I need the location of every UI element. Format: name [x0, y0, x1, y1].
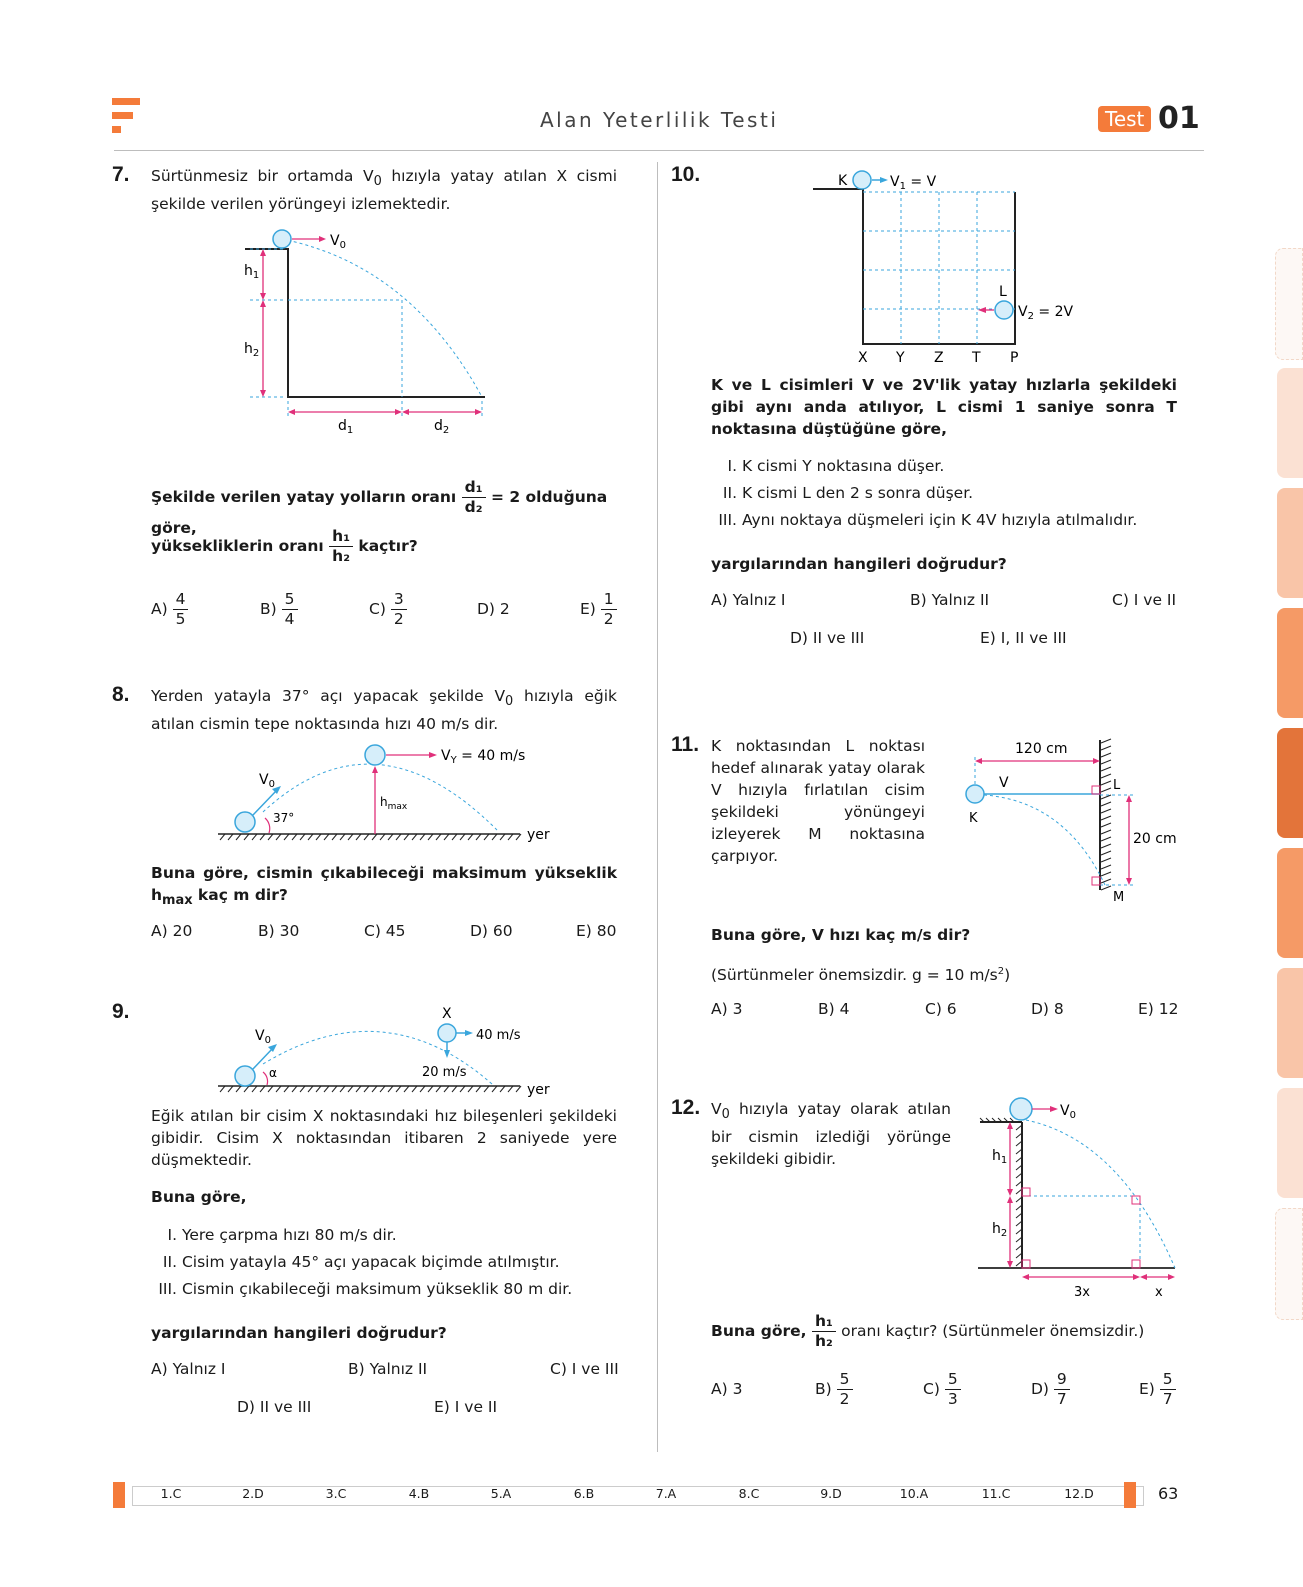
answer-6: 6.B: [573, 1486, 595, 1501]
header-divider: [114, 150, 1204, 151]
q10-statement-2: II. K cismi L den 2 s sonra düşer.: [722, 484, 974, 502]
page-title: Alan Yeterlilik Testi: [540, 108, 779, 132]
q10-option-e[interactable]: E) I, II ve III: [980, 629, 1067, 647]
q9-statement-3: III. Cismin çıkabileceği maksimum yükseklik 80 m dir.: [158, 1280, 573, 1298]
answer-bar-right-marker: [1124, 1482, 1136, 1508]
answer-9: 9.D: [820, 1486, 842, 1501]
distance-label: 120 cm: [1015, 741, 1068, 757]
question-9-prompt: yargılarından hangileri doğrudur?: [151, 1324, 447, 1342]
h1-label: $h_1$: [244, 263, 260, 281]
h1-label: $h_1$: [992, 1148, 1008, 1166]
h2-label: $h_2$: [244, 341, 260, 359]
question-11-number: 11.: [671, 733, 700, 756]
q12-option-e[interactable]: E) $\frac{5}{7}$: [1139, 1370, 1176, 1409]
height-label: 20 cm: [1133, 831, 1177, 847]
q8-option-c[interactable]: C) 45: [364, 922, 406, 940]
question-8-text: Yerden yatayla 37° açı yapacak şekilde $V_0$ hızıyla eğik atılan cismin tepe noktasında hızı 40 m/s dir.: [151, 687, 618, 734]
point-z: Z: [934, 350, 944, 366]
d1-label: 3x: [1074, 1285, 1090, 1300]
v0-label: $V_0$: [330, 233, 346, 251]
publisher-logo: [112, 98, 142, 140]
q7-option-e[interactable]: E) $\frac{1}{2}$: [580, 590, 617, 629]
question-7-number: 7.: [112, 163, 130, 186]
q12-option-c[interactable]: C) $\frac{5}{3}$: [923, 1370, 961, 1409]
q9-option-e[interactable]: E) I ve II: [434, 1398, 498, 1416]
q10-option-c[interactable]: C) I ve II: [1112, 591, 1177, 609]
q10-statement-1: I. K cismi Y noktasına düşer.: [727, 457, 945, 475]
v2-label: $V_2 = 2V$: [1018, 304, 1074, 322]
answer-2: 2.D: [242, 1486, 264, 1501]
q7-option-d[interactable]: D) 2: [477, 600, 510, 618]
q8-option-b[interactable]: B) 30: [258, 922, 300, 940]
q9-statement-1: I. Yere çarpma hızı 80 m/s dir.: [167, 1226, 397, 1244]
question-8-number: 8.: [112, 683, 130, 706]
answer-4: 4.B: [408, 1486, 430, 1501]
question-12-prompt: Buna göre, $\frac{\text{h₁}}{\text{h₂}}$ oranı kaçtır? (Sürtünmeler önemsizdir.): [711, 1312, 1145, 1350]
page-number: 63: [1158, 1484, 1179, 1503]
l-label: L: [1113, 778, 1121, 793]
q9-option-c[interactable]: C) I ve III: [550, 1360, 619, 1378]
q8-option-d[interactable]: D) 60: [470, 922, 513, 940]
question-7-figure: [230, 225, 510, 440]
answer-5: 5.A: [490, 1486, 512, 1501]
angle-label: 37°: [273, 811, 295, 825]
question-11-prompt: Buna göre, V hızı kaç m/s dir?: [711, 926, 971, 944]
alpha-label: α: [269, 1066, 277, 1080]
question-10-text: K ve L cisimleri V ve 2V'lik yatay hızlarla şekildeki gibi aynı anda atılıyor, L cismi 1 saniye sonra T noktasına düştüğüne göre,: [711, 376, 1177, 438]
q7-option-b[interactable]: B) $\frac{5}{4}$: [260, 590, 298, 629]
question-7-text: Sürtünmesiz bir ortamda $V_0$ hızıyla yatay atılan X cismi şekilde verilen yörüngeyi izlemektedir.: [151, 167, 617, 214]
d1-label: $d_1$: [338, 418, 354, 436]
question-9-figure: [215, 1000, 560, 1104]
point-t: T: [972, 350, 981, 366]
point-y: Y: [896, 350, 905, 366]
answer-7: 7.A: [655, 1486, 677, 1501]
question-10-number: 10.: [671, 163, 701, 186]
q11-option-d[interactable]: D) 8: [1031, 1000, 1064, 1018]
answer-12: 12.D: [1064, 1486, 1094, 1501]
q10-option-d[interactable]: D) II ve III: [790, 629, 865, 647]
q11-option-b[interactable]: B) 4: [818, 1000, 850, 1018]
q8-option-e[interactable]: E) 80: [576, 922, 617, 940]
vx-label: 40 m/s: [476, 1028, 521, 1043]
question-9-lead: Buna göre,: [151, 1188, 247, 1206]
q9-option-b[interactable]: B) Yalnız II: [348, 1360, 428, 1378]
v0-label: $V_0$: [1060, 1103, 1076, 1121]
q12-option-d[interactable]: D) $\frac{9}{7}$: [1031, 1370, 1070, 1409]
answer-10: 10.A: [899, 1486, 929, 1501]
q12-option-b[interactable]: B) $\frac{5}{2}$: [815, 1370, 853, 1409]
answer-11: 11.C: [981, 1486, 1011, 1501]
test-number: 01: [1158, 101, 1200, 136]
q9-statement-2: II. Cisim yatayla 45° açı yapacak biçimde atılmıştır.: [162, 1253, 560, 1271]
v0-label: $V_0$: [259, 772, 275, 790]
k-label: K: [838, 173, 848, 189]
q10-option-b[interactable]: B) Yalnız II: [910, 591, 990, 609]
question-8-figure: [215, 738, 555, 848]
question-9-text: Eğik atılan bir cisim X noktasındaki hız bileşenleri şekildeki gibidir. Cisim X noktasından itibaren 2 saniyede yere düşmektedir.: [151, 1107, 617, 1169]
q10-option-a[interactable]: A) Yalnız I: [711, 591, 786, 609]
hmax-label: $h_{max}$: [380, 795, 408, 812]
question-11-figure: [955, 735, 1185, 910]
x-label: X: [442, 1006, 452, 1022]
h2-label: $h_2$: [992, 1221, 1008, 1239]
q11-option-a[interactable]: A) 3: [711, 1000, 743, 1018]
l-label: L: [999, 284, 1007, 300]
question-10-figure: [810, 168, 1090, 368]
q11-option-c[interactable]: C) 6: [925, 1000, 957, 1018]
answer-8: 8.C: [738, 1486, 760, 1501]
answer-1: 1.C: [160, 1486, 182, 1501]
question-8-prompt: Buna göre, cismin çıkabileceği maksimum yükseklik $h_{max}$ kaç m dir?: [151, 864, 617, 909]
vy-label: 20 m/s: [422, 1065, 467, 1080]
answer-3: 3.C: [325, 1486, 347, 1501]
vy-label: $V_Y = 40$ m/s: [441, 748, 526, 766]
d2-label: $d_2$: [434, 418, 450, 436]
ground-label: yer: [527, 827, 550, 843]
v0-label: $V_0$: [255, 1028, 271, 1046]
q10-statement-3: III. Aynı noktaya düşmeleri için K 4V hızıyla atılmalıdır.: [718, 511, 1138, 529]
column-divider: [657, 162, 658, 1452]
q12-option-a[interactable]: A) 3: [711, 1380, 743, 1398]
point-p: P: [1010, 350, 1019, 366]
k-label: K: [969, 811, 978, 826]
question-9-number: 9.: [112, 1000, 130, 1023]
m-label: M: [1113, 890, 1125, 905]
q8-option-a[interactable]: A) 20: [151, 922, 193, 940]
v1-label: $V_1 = V$: [890, 174, 937, 192]
ground-label: yer: [527, 1082, 550, 1098]
question-11-note: (Sürtünmeler önemsizdir. g = 10 $m/s^2$): [711, 966, 1011, 985]
q7-option-c[interactable]: C) $\frac{3}{2}$: [369, 590, 407, 629]
d2-label: x: [1155, 1285, 1163, 1300]
question-10-prompt: yargılarından hangileri doğrudur?: [711, 555, 1007, 573]
q7-option-a[interactable]: A) $\frac{4}{5}$: [151, 590, 188, 629]
v-label: V: [999, 775, 1009, 791]
question-12-text: $V_0$ hızıyla yatay olarak atılan bir cismin izlediği yörünge şekildeki gibidir.: [711, 1100, 951, 1169]
question-7-prompt-line1: Şekilde verilen yatay yolların oranı $\frac{\text{d₁}}{\text{d₂}}$ = 2 olduğuna göre,: [151, 478, 608, 537]
question-12-figure: [970, 1090, 1185, 1305]
q9-option-d[interactable]: D) II ve III: [237, 1398, 312, 1416]
question-7-prompt-line2: yüksekliklerin oranı $\frac{\text{h₁}}{\text{h₂}}$ kaçtır?: [151, 527, 418, 565]
question-11-text: K noktasından L noktası hedef alınarak yatay olarak V hızıyla fırlatılan cisim şekildeki yönüngeyi izleyerek M noktasına çarpıyor.: [711, 737, 925, 865]
test-badge: Test: [1098, 106, 1151, 132]
answer-bar-left-marker: [113, 1482, 125, 1508]
q9-option-a[interactable]: A) Yalnız I: [151, 1360, 226, 1378]
question-12-number: 12.: [671, 1096, 701, 1119]
point-x: X: [858, 350, 868, 366]
q11-option-e[interactable]: E) 12: [1138, 1000, 1179, 1018]
